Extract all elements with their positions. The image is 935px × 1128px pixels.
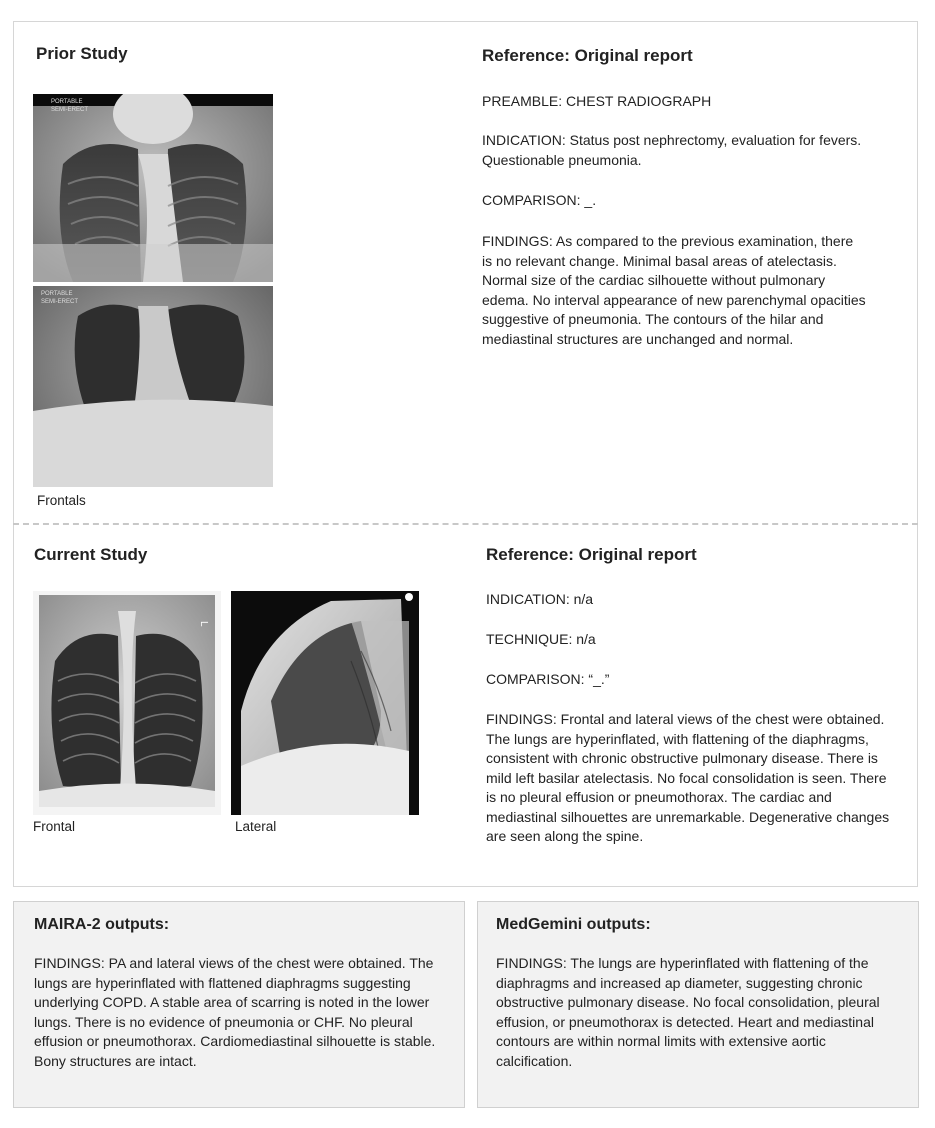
current-indication: INDICATION: n/a [486,591,594,607]
current-lateral-image [231,591,419,815]
current-frontal-image [33,591,221,815]
maira-output-box [13,901,465,1108]
prior-report-heading: Reference: Original report [482,46,693,65]
svg-text:L: L [198,621,209,627]
current-comparison: COMPARISON: “_.” [486,671,610,687]
current-study-heading: Current Study [34,545,148,564]
medgemini-output-box [477,901,919,1108]
maira-findings: FINDINGS: PA and lateral views of the chest were obtained. The lungs are hyperinflated with flattened diaphragms suggesting underlying COPD. A stable area of scarring is noted in the lower lungs. There is no evidence of pneumonia or CHF. No pleural effusion or pneumothorax. Cardiomediastinal silhouette is stable. Bony structures are intact. [34,955,436,1069]
medgemini-findings: FINDINGS: The lungs are hyperinflated with flattening of the diaphragms and increased ap diameter, suggesting chronic obstructive pulmonary disease. No focal consolidation, pleural effusion, or pneumothorax is detected. Heart and mediastinal contours are within normal limits with extensive aortic calcification. [496,955,880,1069]
current-report-heading: Reference: Original report [486,545,697,564]
current-findings: FINDINGS: Frontal and lateral views of the chest were obtained. The lungs are hyperinflated, with flattening of the diaphragms, consistent with chronic obstructive pulmonary disease. There is mild left basilar atelectasis. No focal consolidation is seen. There is no pleural effusion or pneumothorax. The cardiac and mediastinal silhouettes are unremarkable. Degenerative changes are seen along the spine. [486,711,890,844]
prior-indication: INDICATION: Status post nephrectomy, evaluation for fevers. Questionable pneumonia. [482,132,862,168]
prior-image-1-marker: PORTABLE SEMI-ERECT [51,99,89,113]
maira-heading: MAIRA-2 outputs: [34,916,170,933]
current-frontal-caption: Frontal [33,819,76,834]
prior-image-2-marker: PORTABLE SEMI-ERECT [41,291,79,305]
prior-frontal-image-2 [33,286,273,487]
section-divider [13,523,918,525]
current-lateral-caption: Lateral [235,819,277,834]
medgemini-heading: MedGemini outputs: [496,916,651,933]
current-technique: TECHNIQUE: n/a [486,631,596,647]
prior-study-heading: Prior Study [36,44,128,63]
prior-findings: FINDINGS: As compared to the previous examination, there is no relevant change. Minimal basal areas of atelectasis. Normal size of the cardiac silhouette without pulmonary edema. No interval appearance of new parenchymal opacities suggestive of pneumonia. The contours of the hilar and mediastinal structures are unchanged and normal. [482,233,866,347]
prior-comparison: COMPARISON: _. [482,192,597,208]
prior-preamble: PREAMBLE: CHEST RADIOGRAPH [482,93,712,109]
prior-frontal-image-1 [33,94,273,282]
prior-caption: Frontals [37,493,86,508]
